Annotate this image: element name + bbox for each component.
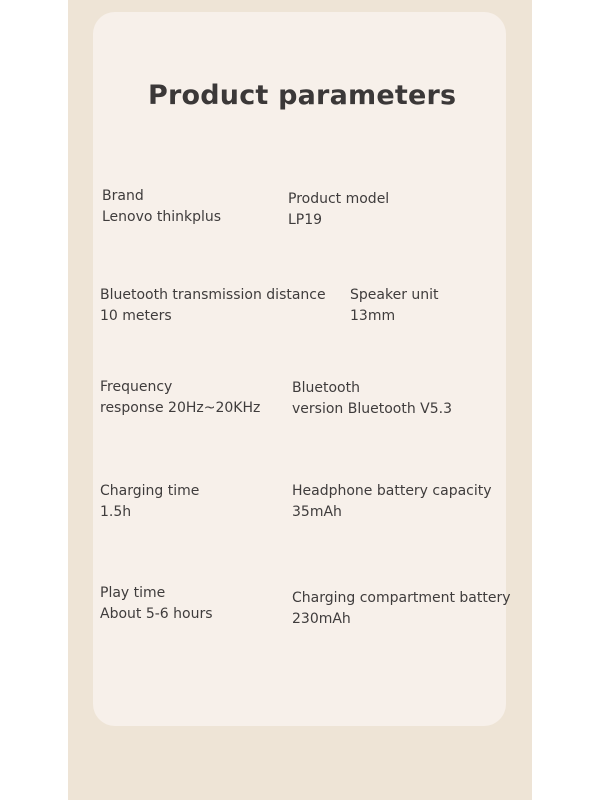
param-value: version Bluetooth V5.3 [292,401,452,417]
param-charging-time [100,481,199,523]
param-label: Frequency [100,379,173,395]
param-value: About 5-6 hours [100,606,213,622]
param-headphone-battery [292,481,492,523]
param-label: Charging time [100,483,200,499]
page-title: Product parameters [148,80,457,111]
param-value: 13mm [350,308,396,324]
param-transmission-distance [100,285,326,327]
param-label: Speaker unit [350,287,439,303]
param-label: Bluetooth [292,380,360,396]
param-speaker-unit [350,285,439,327]
param-value: response 20Hz~20KHz [100,400,261,416]
param-value: Lenovo thinkplus [102,209,222,225]
param-value: 35mAh [292,504,342,520]
param-label: Product model [288,191,390,207]
param-label: Brand [102,188,144,204]
param-label: Headphone battery capacity [292,483,492,499]
param-compartment-battery [292,588,511,630]
param-value: 230mAh [292,611,351,627]
param-label: Bluetooth transmission distance [100,287,326,303]
param-product-model [288,189,389,231]
param-bluetooth-version [292,378,452,420]
param-play-time [100,583,213,625]
param-label: Play time [100,585,166,601]
param-frequency-response [100,377,260,419]
param-brand [102,186,221,228]
param-label: Charging compartment battery [292,590,511,606]
param-value: LP19 [288,212,323,228]
param-value: 10 meters [100,308,172,324]
param-value: 1.5h [100,504,132,520]
